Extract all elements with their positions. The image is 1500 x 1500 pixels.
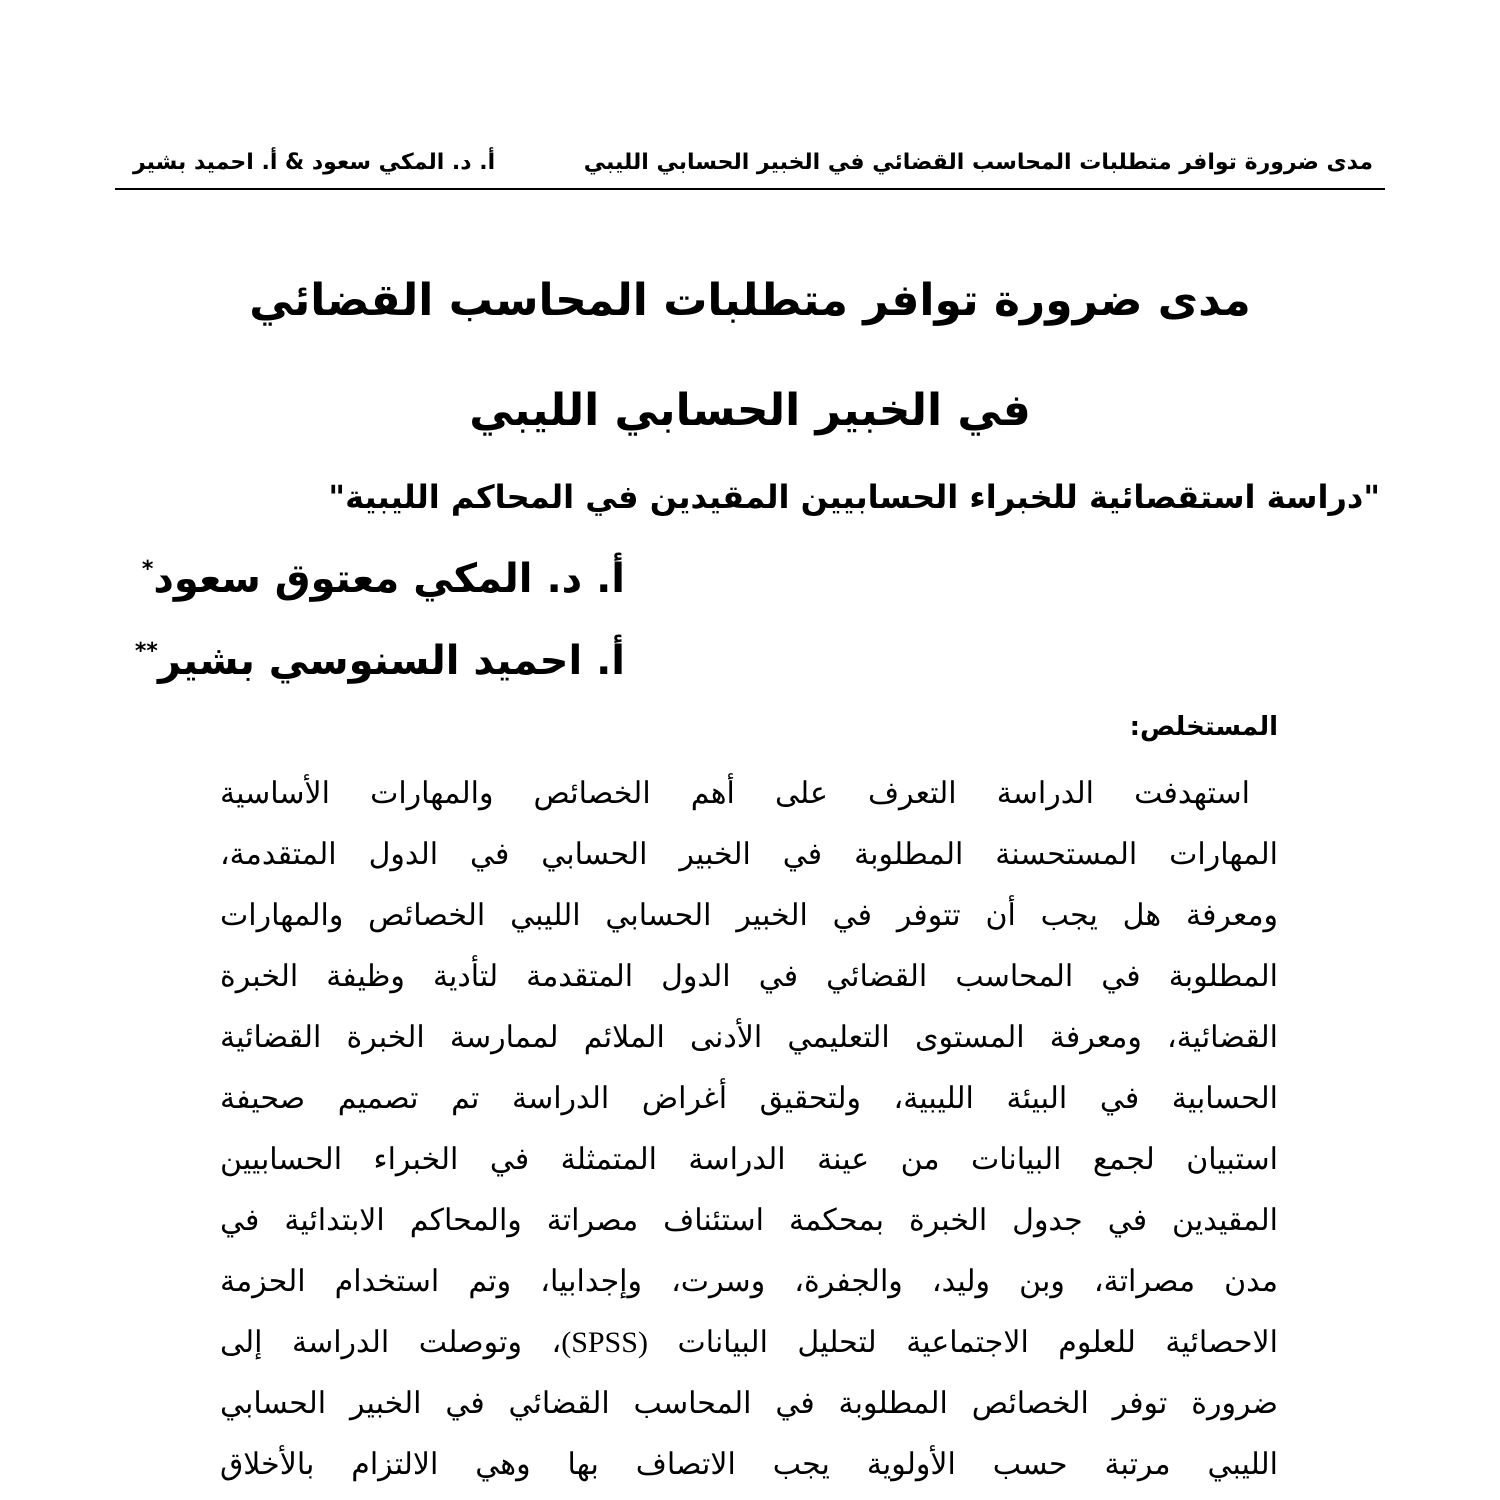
paper-title-line-2: في الخبير الحسابي الليبي	[469, 385, 1031, 436]
author-1-footnote-mark: *	[141, 557, 154, 582]
author-1-name: أ. د. المكي معتوق سعود	[153, 556, 625, 602]
abstract-line: الاحصائية للعلوم الاجتماعية لتحليل البيانات (SPSS)، وتوصلت الدراسة إلى	[220, 1326, 1278, 1359]
paper-subtitle: "دراسة استقصائية للخبراء الحسابيين المقيدين في المحاكم الليبية"	[328, 478, 1380, 516]
abstract-line: المقيدين في جدول الخبرة بمحكمة استئناف مصراتة والمحاكم الابتدائية في	[220, 1204, 1278, 1237]
abstract-line: الليبي مرتبة حسب الأولوية يجب الاتصاف بها وهي الالتزام بالأخلاق	[220, 1448, 1278, 1481]
author-2-footnote-mark: **	[134, 639, 158, 664]
abstract-heading: المستخلص:	[1129, 712, 1278, 742]
abstract-line: الحسابية في البيئة الليبية، ولتحقيق أغراض الدراسة تم تصميم صحيفة	[220, 1082, 1278, 1115]
abstract-line: القضائية، ومعرفة المستوى التعليمي الأدنى الملائم لممارسة الخبرة القضائية	[220, 1021, 1278, 1054]
abstract-line: المطلوبة في المحاسب القضائي في الدول المتقدمة لتأدية وظيفة الخبرة	[220, 960, 1278, 993]
running-header	[115, 148, 1385, 190]
abstract-line: ضرورة توفر الخصائص المطلوبة في المحاسب القضائي في الخبير الحسابي	[220, 1387, 1278, 1420]
abstract-line: استهدفت الدراسة التعرف على أهم الخصائص والمهارات الأساسية	[220, 777, 1250, 810]
running-authors: أ. د. المكي سعود & أ. احميد بشير	[133, 150, 496, 175]
author-2	[135, 638, 625, 684]
abstract-line: استبيان لجمع البيانات من عينة الدراسة المتمثلة في الخبراء الحسابيين	[220, 1143, 1278, 1176]
author-2-name: أ. احميد السنوسي بشير	[157, 638, 625, 684]
abstract-body	[220, 768, 1278, 1500]
paper-title-line-1: مدى ضرورة توافر متطلبات المحاسب القضائي	[249, 275, 1251, 326]
author-1	[142, 556, 625, 602]
abstract-line: المهارات المستحسنة المطلوبة في الخبير الحسابي في الدول المتقدمة،	[220, 838, 1278, 871]
abstract-line: ومعرفة هل يجب أن تتوفر في الخبير الحسابي الليبي الخصائص والمهارات	[220, 899, 1278, 932]
abstract-line: مدن مصراتة، وبن وليد، والجفرة، وسرت، وإجدابيا، وتم استخدام الحزمة	[220, 1265, 1278, 1298]
running-title: مدى ضرورة توافر متطلبات المحاسب القضائي في الخبير الحسابي الليبي	[583, 150, 1373, 175]
